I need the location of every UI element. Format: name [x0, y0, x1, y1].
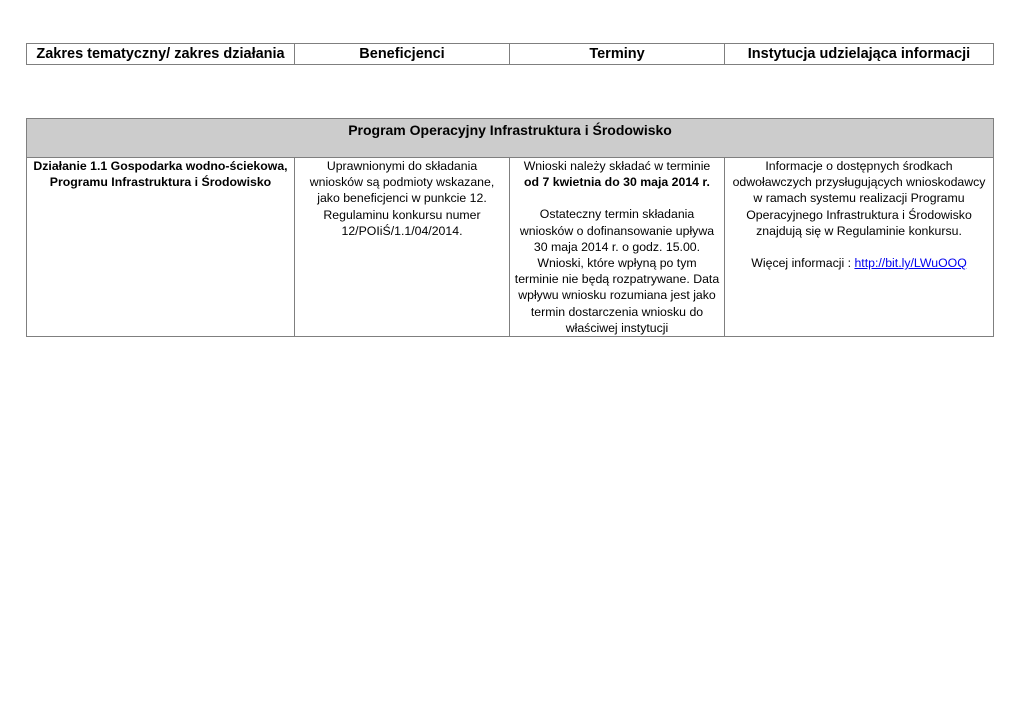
info-text: Informacje o dostępnych środkach odwoławczych przysługujących wnioskodawcy w ramach systemu realizacji Programu Operacyjnego Infrastruktura i Środowisko znajdują się w Regulaminie konkursu.: [732, 159, 986, 238]
action-text: Działanie 1.1 Gospodarka wodno-ściekowa, Programu Infrastruktura i Środowisko: [33, 159, 288, 190]
header-row: [27, 44, 994, 65]
header-beneficiaries: Beneficjenci: [295, 44, 510, 65]
beneficiaries-cell: [295, 158, 510, 337]
more-info-link[interactable]: http://bit.ly/LWuOOQ: [854, 256, 967, 271]
beneficiaries-text: Uprawnionymi do składania wniosków są podmioty wskazane, jako beneficjenci w punkcie 12. Regulaminu konkursu numer 12/POIiŚ/1.1/04/2014.: [309, 159, 495, 238]
terms-cell: [510, 158, 725, 337]
header-terms: Terminy: [510, 44, 725, 65]
program-table: [26, 118, 994, 337]
info-spacer: [729, 239, 989, 255]
program-title-row: [27, 119, 994, 158]
action-cell: [27, 158, 295, 337]
header-table: [26, 43, 994, 65]
more-info: [729, 255, 989, 271]
header-topic: Zakres tematyczny/ zakres działania: [27, 44, 295, 65]
terms-intro: Wnioski należy składać w terminie: [523, 159, 711, 173]
institution-cell: [725, 158, 994, 337]
terms-dates: od 7 kwietnia do 30 maja 2014 r.: [524, 175, 710, 190]
terms-spacer: [514, 190, 720, 206]
header-institution: Instytucja udzielająca informacji: [725, 44, 994, 65]
program-title: Program Operacyjny Infrastruktura i Środowisko: [27, 119, 994, 158]
more-info-label: Więcej informacji :: [751, 256, 855, 271]
program-details-row: [27, 158, 994, 337]
terms-deadline: Ostateczny termin składania wniosków o dofinansowanie upływa 30 maja 2014 r. o godz. 15.00. Wnioski, które wpłyną po tym terminie nie będą rozpatrywane. Data wpływu wniosku rozumiana jest jako termin dostarczenia wniosku do właściwej instytucji: [514, 207, 720, 335]
